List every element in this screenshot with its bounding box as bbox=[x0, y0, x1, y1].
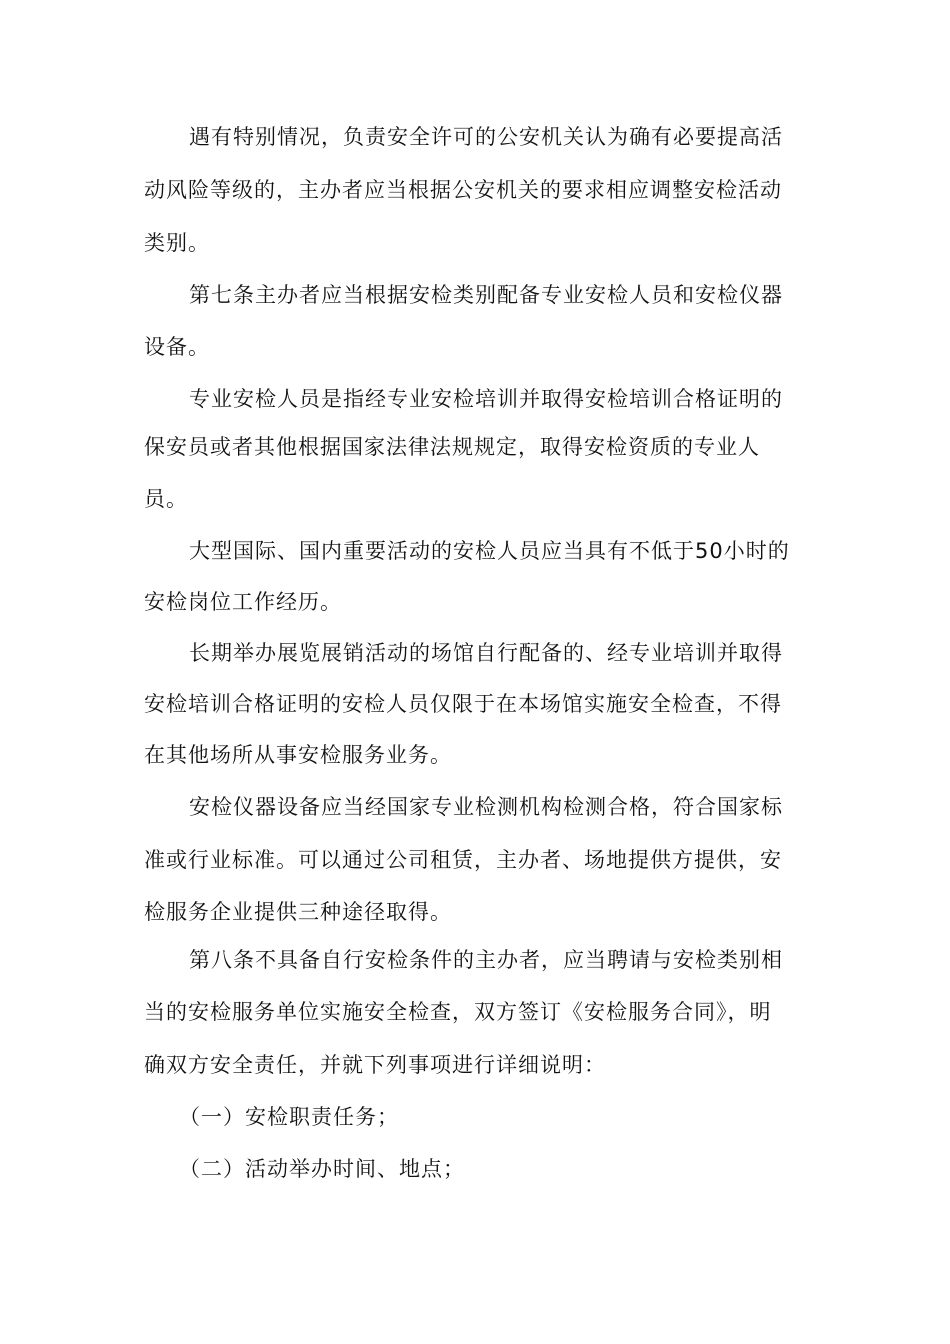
text-line: 类别。 bbox=[144, 231, 210, 255]
text-line: 第七条主办者应当根据安检类别配备专业安检人员和安检仪器 bbox=[189, 283, 783, 307]
text-line: 员。 bbox=[144, 487, 188, 511]
text-line: 在其他场所从事安检服务业务。 bbox=[144, 743, 452, 767]
text-line: 当的安检服务单位实施安全检查，双方签订《安检服务合同》，明 bbox=[144, 1000, 772, 1024]
text-line: 安检岗位工作经历。 bbox=[144, 590, 342, 614]
text-line: 长期举办展览展销活动的场馆自行配备的、经专业培训并取得 bbox=[189, 641, 783, 665]
text-line: 设备。 bbox=[144, 335, 210, 359]
text-line: 准或行业标准。可以通过公司租赁，主办者、场地提供方提供，安 bbox=[144, 848, 782, 872]
text-line: 第八条不具备自行安检条件的主办者，应当聘请与安检类别相 bbox=[189, 948, 783, 972]
text-line: 安检仪器设备应当经国家专业检测机构检测合格，符合国家标 bbox=[189, 795, 783, 819]
text-line: 安检培训合格证明的安检人员仅限于在本场馆实施安全检查，不得 bbox=[144, 692, 782, 716]
text-line: 保安员或者其他根据国家法律法规规定，取得安检资质的专业人 bbox=[144, 435, 760, 459]
text-line: 确双方安全责任，并就下列事项进行详细说明： bbox=[144, 1053, 606, 1077]
text-line: 专业安检人员是指经专业安检培训并取得安检培训合格证明的 bbox=[189, 387, 783, 411]
text-line: 大型国际、国内重要活动的安检人员应当具有不低于50小时的 bbox=[189, 539, 790, 563]
list-item: （一）安检职责任务； bbox=[179, 1105, 399, 1129]
text-line: 动风险等级的，主办者应当根据公安机关的要求相应调整安检活动 bbox=[144, 178, 782, 202]
text-line: 遇有特别情况，负责安全许可的公安机关认为确有必要提高活 bbox=[189, 125, 783, 149]
list-item: （二）活动举办时间、地点； bbox=[179, 1157, 465, 1181]
text-line: 检服务企业提供三种途径取得。 bbox=[144, 900, 452, 924]
